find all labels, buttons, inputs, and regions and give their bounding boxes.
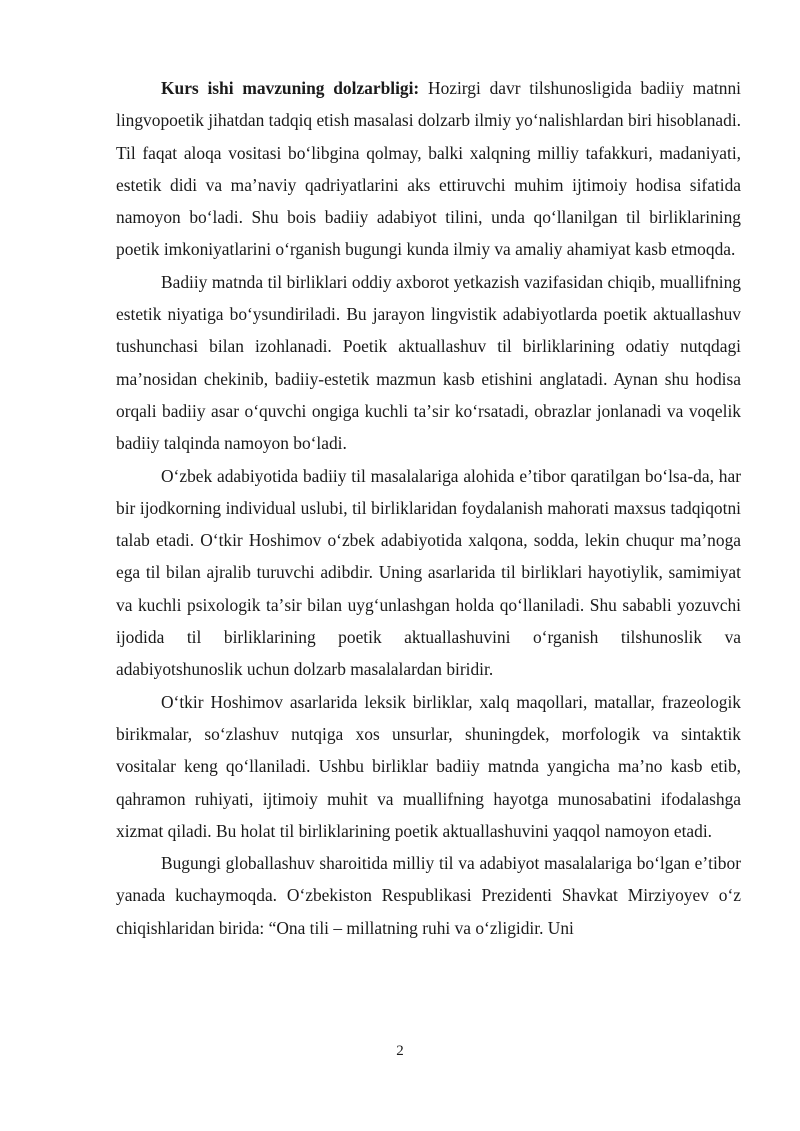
paragraph-globalization: Bugungi globallashuv sharoitida milliy til va adabiyot masalalariga boʻlgan eʼtibor yanada kuchaymoqda. Oʻzbekiston Respublikasi Prezidenti Shavkat Mirziyoyev oʻz chiqishlaridan birida: “Ona tili – millatning ruhi va oʻzligidir. Uni <box>116 853 741 938</box>
paragraph-language-units: Oʻtkir Hoshimov asarlarida leksik birliklar, xalq maqollari, matallar, frazeologik birikmalar, soʻzlashuv nutqiga xos unsurlar, shuningdek, morfologik va sintaktik vositalar keng qoʻllaniladi. Ushbu birliklar badiiy matnda yangicha maʼno kasb etib, qahramon ruhiyati, ijtimoiy muhit va muallifning hayotga munosabatini ifodalashga xizmat qiladi. Bu holat til birliklarining poetik aktuallashuvini yaqqol namoyon etadi. <box>116 691 741 841</box>
paragraph-lead-heading: Kurs ishi mavzuning dolzarbligi: <box>161 78 420 98</box>
paragraph-text: Hozirgi davr tilshunosligida badiiy matnni lingvopoetik jihatdan tadqiq etish masalasi dolzarb ilmiy yoʻnalishlardan biri hisoblanadi. Til faqat aloqa vositasi boʻlibgina qolmay, balki xalqning milliy tafakkuri, madaniyati, estetik didi va maʼnaviy qadriyatlarini aks ettiruvchi muhim ijtimoiy hodisa sifatida namoyon boʻladi. Shu bois badiiy adabiyot tilini, unda qoʻllanilgan til birliklarining poetik imkoniyatlarini oʻrganish bugungi kunda ilmiy va amaliy ahamiyat kasb etmoqda. <box>116 78 741 260</box>
paragraph-poetic-actualization: Badiiy matnda til birliklari oddiy axborot yetkazish vazifasidan chiqib, muallifning estetik niyatiga boʻysundiriladi. Bu jarayon lingvistik adabiyotlarda poetik aktuallashuv tushunchasi bilan izohlanadi. Poetik aktuallashuv til birliklarining odatiy nutqdagi maʼnosidan chekinib, badiiy-estetik mazmun kasb etishini anglatadi. Aynan shu hodisa orqali badiiy asar oʻquvchi ongiga kuchli taʼsir koʻrsatadi, obrazlar jonlanadi va voqelik badiiy talqinda namoyon boʻladi. <box>116 271 741 454</box>
document-page <box>116 72 741 944</box>
paragraph-hoshimov-style: Oʻzbek adabiyotida badiiy til masalalariga alohida eʼtibor qaratilgan boʻlsa-da, har bir ijodkorning individual uslubi, til birliklaridan foydalanish mahorati maxsus tadqiqotni talab etadi. Oʻtkir Hoshimov oʻzbek adabiyotida xalqona, sodda, lekin chuqur maʼnoga ega til bilan ajralib turuvchi adibdir. Uning asarlarida til birliklari hayotiylik, samimiyat va kuchli psixologik taʼsir bilan uygʻunlashgan holda qoʻllaniladi. Shu sababli yozuvchi ijodida til birliklarining poetik aktuallashuvini oʻrganish tilshunoslik va adabiyotshunoslik uchun dolzarb masalalardan biridir. <box>116 465 741 680</box>
paragraph-relevance <box>116 72 741 266</box>
page-number: 2 <box>396 1043 404 1059</box>
